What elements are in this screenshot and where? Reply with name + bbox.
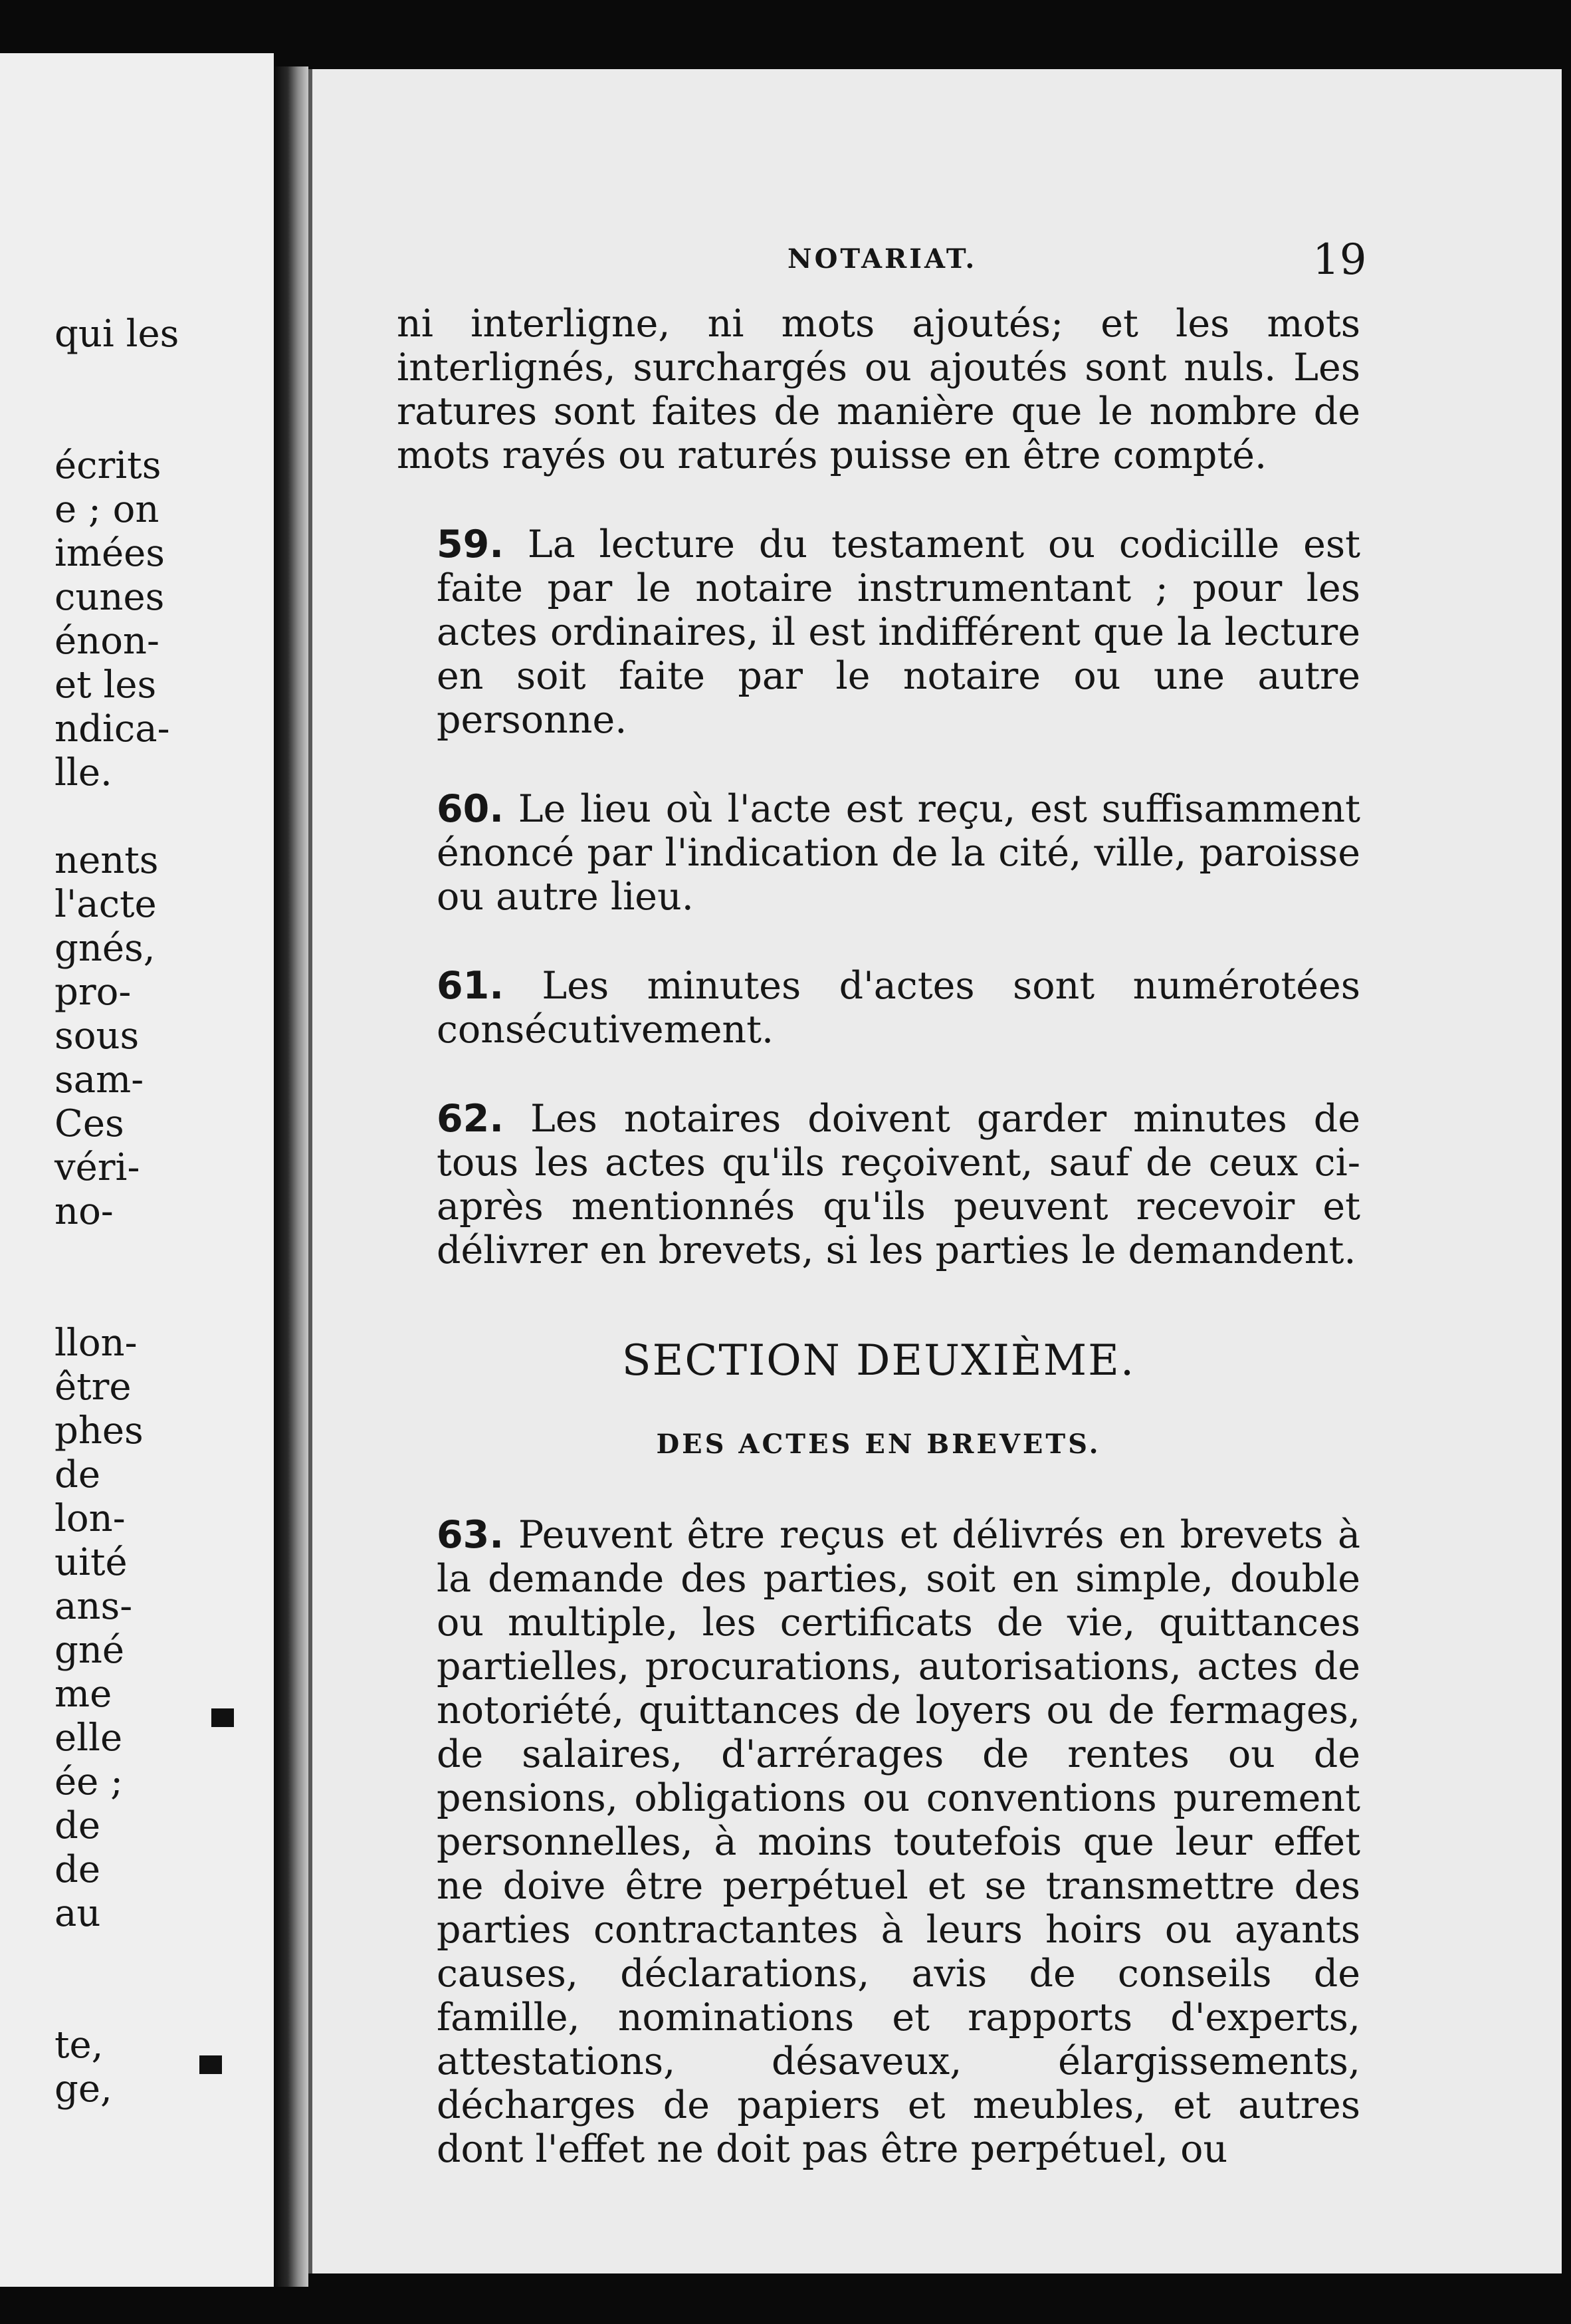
left-page-line: lle. (54, 751, 112, 794)
left-page-line: écrits (54, 444, 161, 487)
paragraph-61 (397, 964, 1360, 1052)
section-subheading: DES ACTES EN BREVETS. (656, 1429, 1101, 1460)
left-page-line: gnés, (54, 927, 156, 970)
article-number: 63. (437, 1513, 504, 1557)
left-page-line: e ; on (54, 488, 159, 531)
left-page-line: cunes (54, 576, 165, 619)
paragraph-58-continued: ni interligne, ni mots ajoutés; et les mots interlignés, surchargés ou ajoutés sont nuls. Les ratures sont faites de manière que le nombre de mots rayés ou raturés puisse en être compté. (397, 302, 1360, 477)
left-page-line: gné (54, 1629, 125, 1672)
left-page-line: être (54, 1365, 132, 1409)
paragraph-60 (397, 787, 1360, 919)
article-text: Peuvent être reçus et délivrés en brevets à la demande des parties, soit en simple, double ou multiple, les certificats de vie, quittances partielles, procurations, autorisations, actes de notoriété, quittances de loyers ou de fermages, de salaires, d'arrérages de rentes ou de pensions, obligations ou conventions purement personnelles, à moins toutefois que leur effet ne doive être perpétuel et se transmettre des parties contractantes à leurs hoirs ou ayants causes, déclarations, avis de conseils de famille, nominations et rapports d'experts, attestations, désaveux, élargissements, décharges de papiers et meubles, et autres dont l'effet ne doit pas être perpétuel, ou (437, 1513, 1360, 2171)
left-page-line: elle (54, 1716, 123, 1760)
article-number: 59. (437, 523, 504, 566)
left-page-line: de (54, 1804, 100, 1847)
binding-mark (199, 2055, 222, 2074)
article-text: Le lieu où l'acte est reçu, est suffisamment énoncé par l'indication de la cité, ville, paroisse ou autre lieu. (437, 787, 1360, 919)
right-page (308, 69, 1562, 2273)
left-page-line: sam- (54, 1058, 144, 1102)
book-gutter (274, 66, 308, 2287)
left-page-line: phes (54, 1409, 144, 1452)
left-facing-page (0, 53, 274, 2287)
paragraph-59 (397, 523, 1360, 742)
page-body (397, 302, 1360, 2171)
running-header: NOTARIAT. (787, 243, 978, 275)
left-page-line: ge, (54, 2067, 112, 2111)
article-number: 60. (437, 787, 504, 831)
left-page-line: nents (54, 839, 159, 882)
binding-mark (211, 1708, 234, 1727)
left-page-line: et les (54, 663, 157, 707)
page-number: 19 (1312, 235, 1367, 285)
left-page-line: Ces (54, 1102, 124, 1145)
paragraph-62 (397, 1097, 1360, 1272)
section-heading: SECTION DEUXIÈME. (621, 1336, 1136, 1385)
left-page-line: te, (54, 2024, 104, 2067)
left-page-line: uité (54, 1541, 128, 1584)
left-page-line: véri- (54, 1146, 140, 1189)
left-page-line: au (54, 1892, 101, 1935)
left-page-line: ée ; (54, 1760, 123, 1803)
article-text: La lecture du testament ou codicille est faite par le notaire instrumentant ; pour les actes ordinaires, il est indifférent que la lecture en soit faite par le notaire ou une autre personne. (437, 523, 1360, 742)
article-number: 62. (437, 1097, 504, 1141)
left-page-line: ndica- (54, 707, 170, 751)
paragraph-63 (397, 1513, 1360, 2171)
left-page-line: no- (54, 1190, 114, 1233)
left-page-line: pro- (54, 971, 132, 1014)
left-page-line: l'acte (54, 883, 157, 926)
left-page-line: de (54, 1453, 100, 1496)
left-page-line: imées (54, 532, 165, 575)
left-page-line: de (54, 1848, 100, 1891)
left-page-line: lon- (54, 1497, 126, 1540)
article-number: 61. (437, 964, 504, 1008)
left-page-line: me (54, 1673, 112, 1716)
article-text: Les minutes d'actes sont numérotées consécutivement. (437, 964, 1360, 1052)
article-text: Les notaires doivent garder minutes de tous les actes qu'ils reçoivent, sauf de ceux ci-après mentionnés qu'ils peuvent recevoir et délivrer en brevets, si les parties le demandent. (437, 1097, 1360, 1272)
left-page-line: llon- (54, 1322, 138, 1365)
left-page-line: énon- (54, 620, 159, 663)
left-page-line: qui les (54, 312, 179, 356)
left-page-line: sous (54, 1014, 140, 1058)
left-page-line: ans- (54, 1585, 133, 1628)
